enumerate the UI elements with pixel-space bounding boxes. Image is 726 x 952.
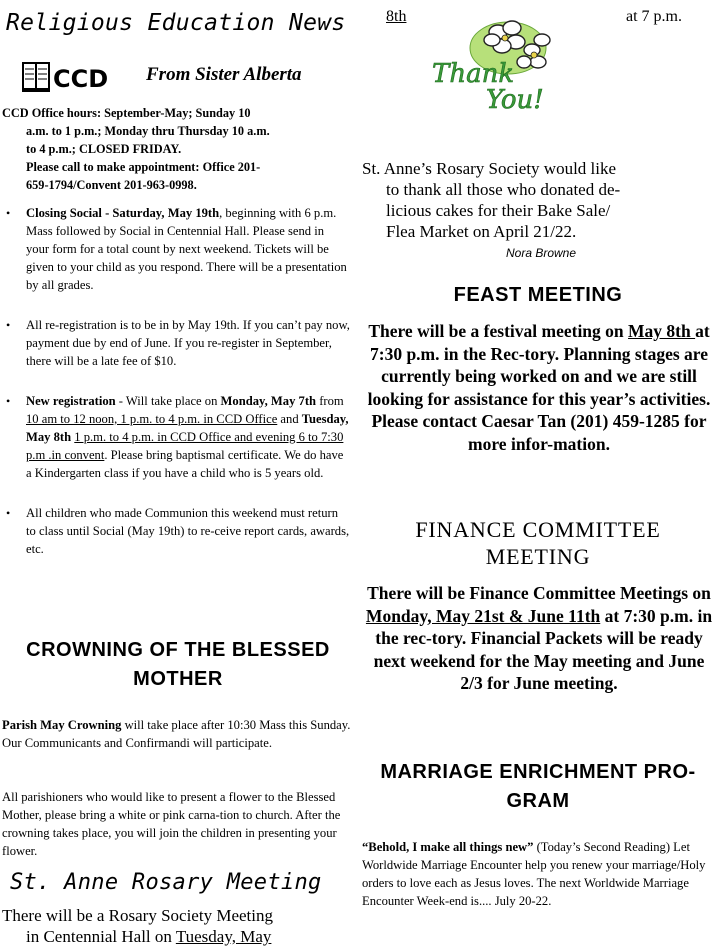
re-registration-text: All re-registration is to be in by May 19th. If you can’t pay now, payment due by end of June. If you re-register in September, there will be a late fee of $10. bbox=[26, 318, 350, 368]
office-line: to 4 p.m.; CLOSED FRIDAY. bbox=[26, 142, 182, 156]
signature-nora-browne: Nora Browne bbox=[506, 246, 577, 260]
new-registration-lead: New registration bbox=[26, 394, 116, 408]
finance-dates: Monday, May 21st & June 11th bbox=[365, 605, 601, 626]
feast-meeting-heading: FEAST MEETING bbox=[453, 284, 623, 306]
continued-time: at 7 p.m. bbox=[626, 8, 682, 25]
new-registration-text: - Will take place on bbox=[115, 394, 221, 408]
crowning-lead: Parish May Crowning bbox=[2, 718, 122, 732]
marriage-enrichment-text bbox=[362, 838, 718, 910]
finance-committee-heading bbox=[362, 516, 714, 570]
closing-social-text: , beginning with 6 p.m. Mass followed by Social in Centennial Hall. Please send in your form for a total count by next weekend. Tickets will be given to your child as you respond. There will be a presentation by all grades. bbox=[26, 206, 347, 292]
ccd-logo-text: CCD bbox=[53, 65, 109, 93]
thank-line: Flea Market on April 21/22. bbox=[386, 222, 577, 241]
religious-education-title: Religious Education News bbox=[6, 10, 346, 36]
rosary-line: in Centennial Hall on bbox=[26, 927, 176, 946]
marriage-heading-line: MARRIAGE ENRICHMENT PRO- bbox=[380, 761, 696, 783]
crowning-heading-line: CROWNING OF THE BLESSED bbox=[26, 639, 330, 661]
office-line: 659-1794/Convent 201-963-0998. bbox=[26, 178, 197, 192]
bullet-communion bbox=[6, 504, 350, 558]
communion-text: All children who made Communion this weekend must return to class until Social (May 19th) to re-ceive report cards, awards, etc. bbox=[26, 506, 350, 556]
office-hours bbox=[2, 104, 354, 194]
rosary-thank-you-paragraph bbox=[362, 158, 720, 242]
closing-social-lead: Closing Social - Saturday, May 19th bbox=[26, 206, 220, 220]
rosary-meeting-heading: St. Anne Rosary Meeting bbox=[10, 870, 322, 895]
marriage-quote: “Behold, I make all things new” bbox=[362, 840, 534, 854]
thank-line: St. Anne’s Rosary Society would like bbox=[362, 159, 617, 178]
finance-text-part: at 7:30 p.m. in the rec-tory. Financial Packets will be ready next weekend for the May meeting and June 2/3 for June meeting. bbox=[373, 605, 713, 693]
new-registration-text: from bbox=[316, 394, 344, 408]
finance-committee-text bbox=[364, 582, 714, 695]
ccd-book-logo bbox=[22, 60, 116, 94]
crowning-heading-line: MOTHER bbox=[133, 668, 223, 690]
continued-date: 8th bbox=[386, 8, 407, 25]
feast-text-part: at 7:30 p.m. in the Rec-tory. Planning stages are currently being worked on and we are still looking for assistance for this year’s activities. Please contact Caesar Tan (201) 459-1285 for more infor-mation. bbox=[367, 321, 711, 454]
bullet-re-registration bbox=[6, 316, 350, 370]
office-line: a.m. to 1 p.m.; Monday thru Thursday 10 a.m. bbox=[26, 124, 270, 138]
new-registration-day: Monday, May 7th bbox=[220, 394, 317, 408]
marriage-text-part: (Today’s Second Reading) Let Worldwide Marriage Encounter help you renew your marriage/Holy orders to love each as Jesus loves. The next Worldwide Marriage Encounter Week-end is.... July 20-22. bbox=[362, 840, 706, 908]
flower-paragraph: All parishioners who would like to present a flower to the Blessed Mother, please bring a white or pink carna-tion to church. After the crowning takes place, you will join the children in presenting your flower. bbox=[2, 790, 341, 858]
new-registration-hours: 10 am to 12 noon, 1 p.m. to 4 p.m. in CCD Office bbox=[26, 412, 278, 426]
marriage-heading-line: GRAM bbox=[506, 790, 570, 812]
rosary-line: There will be a Rosary Society Meeting bbox=[2, 906, 273, 925]
feast-text-part: There will be a festival meeting on bbox=[368, 321, 629, 341]
bullet-closing-social bbox=[6, 204, 350, 294]
new-registration-text: and bbox=[277, 412, 302, 426]
crowning-text: will take place after 10:30 Mass this Sunday. Our Communicants and Confirmandi will participate. bbox=[2, 718, 351, 750]
announcement-list bbox=[6, 204, 350, 580]
bullet-new-registration bbox=[6, 392, 350, 482]
thank-word: Thank bbox=[432, 59, 515, 89]
rosary-date: Tuesday, May bbox=[175, 927, 272, 946]
thank-line: licious cakes for their Bake Sale/ bbox=[386, 201, 611, 220]
you-word: You! bbox=[486, 85, 544, 114]
feast-date: May 8th bbox=[628, 321, 696, 341]
from-sister-alberta: From Sister Alberta bbox=[146, 64, 302, 85]
office-line: Please call to make appointment: Office 201- bbox=[26, 160, 261, 174]
finance-text-part: There will be Finance Committee Meetings on bbox=[367, 583, 711, 603]
new-registration-day: Tuesday, May 8th bbox=[26, 412, 349, 444]
marriage-enrichment-heading bbox=[362, 758, 714, 816]
thank-line: to thank all those who donated de- bbox=[386, 180, 621, 199]
finance-heading-line: FINANCE COMMITTEE bbox=[415, 517, 661, 542]
rosary-meeting-text bbox=[2, 905, 356, 947]
crowning-paragraph bbox=[2, 716, 354, 752]
new-registration-hours: 1 p.m. to 4 p.m. in CCD Office and evening 6 to 7:30 p.m .in convent bbox=[26, 430, 344, 462]
finance-heading-line: MEETING bbox=[485, 544, 591, 569]
thank-you-flowers-icon bbox=[428, 10, 568, 114]
crowning-heading bbox=[0, 636, 356, 694]
new-registration-text: . Please bring baptismal certificate. We do have a Kindergarten class if you have a child who is 5 years old. bbox=[26, 448, 344, 480]
office-line: CCD Office hours: September-May; Sunday 10 bbox=[2, 106, 251, 120]
feast-meeting-text bbox=[364, 320, 714, 455]
